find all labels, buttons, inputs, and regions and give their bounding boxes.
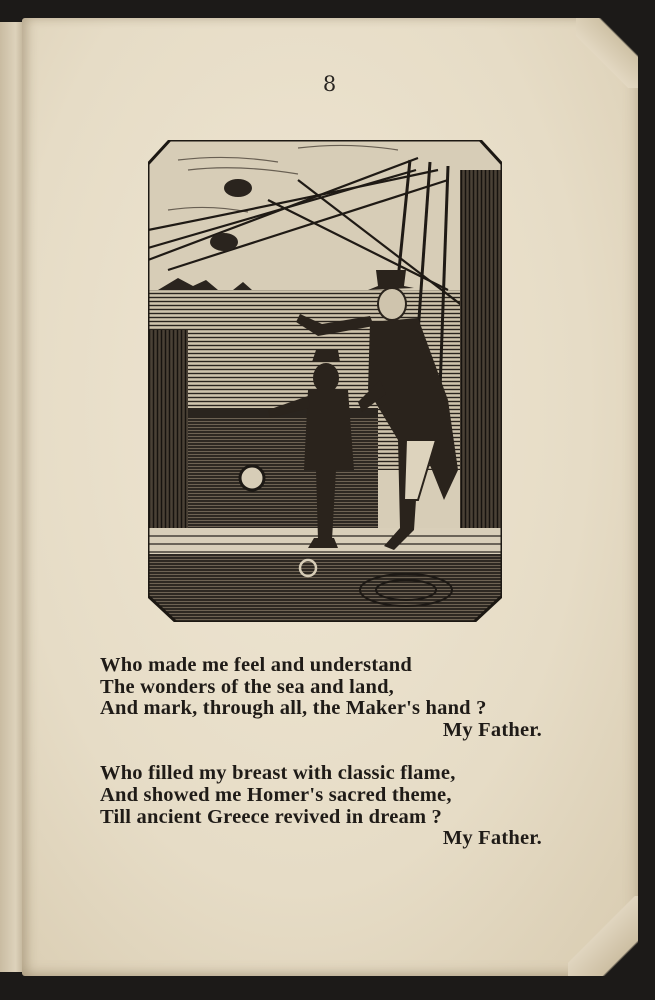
poem-line: The wonders of the sea and land, (100, 675, 395, 698)
book-page (22, 18, 638, 976)
poem-line: And showed me Homer's sacred theme, (100, 783, 452, 806)
dog-ear-bottom (568, 896, 638, 976)
poem-line: Who made me feel and understand (100, 654, 413, 676)
poem-line: And mark, through all, the Maker's hand ? (100, 697, 487, 720)
poem-refrain: My Father. (442, 718, 542, 741)
poem (100, 655, 550, 872)
poem-line: Who filled my breast with classic flame, (100, 762, 456, 785)
page-number: 8 (322, 72, 338, 96)
stanza-2 (100, 763, 550, 849)
ship-deck-illustration (148, 140, 502, 622)
stanza-1 (100, 655, 550, 741)
poem-refrain: My Father. (442, 827, 542, 850)
poem-line: Till ancient Greece revived in dream ? (100, 805, 443, 828)
